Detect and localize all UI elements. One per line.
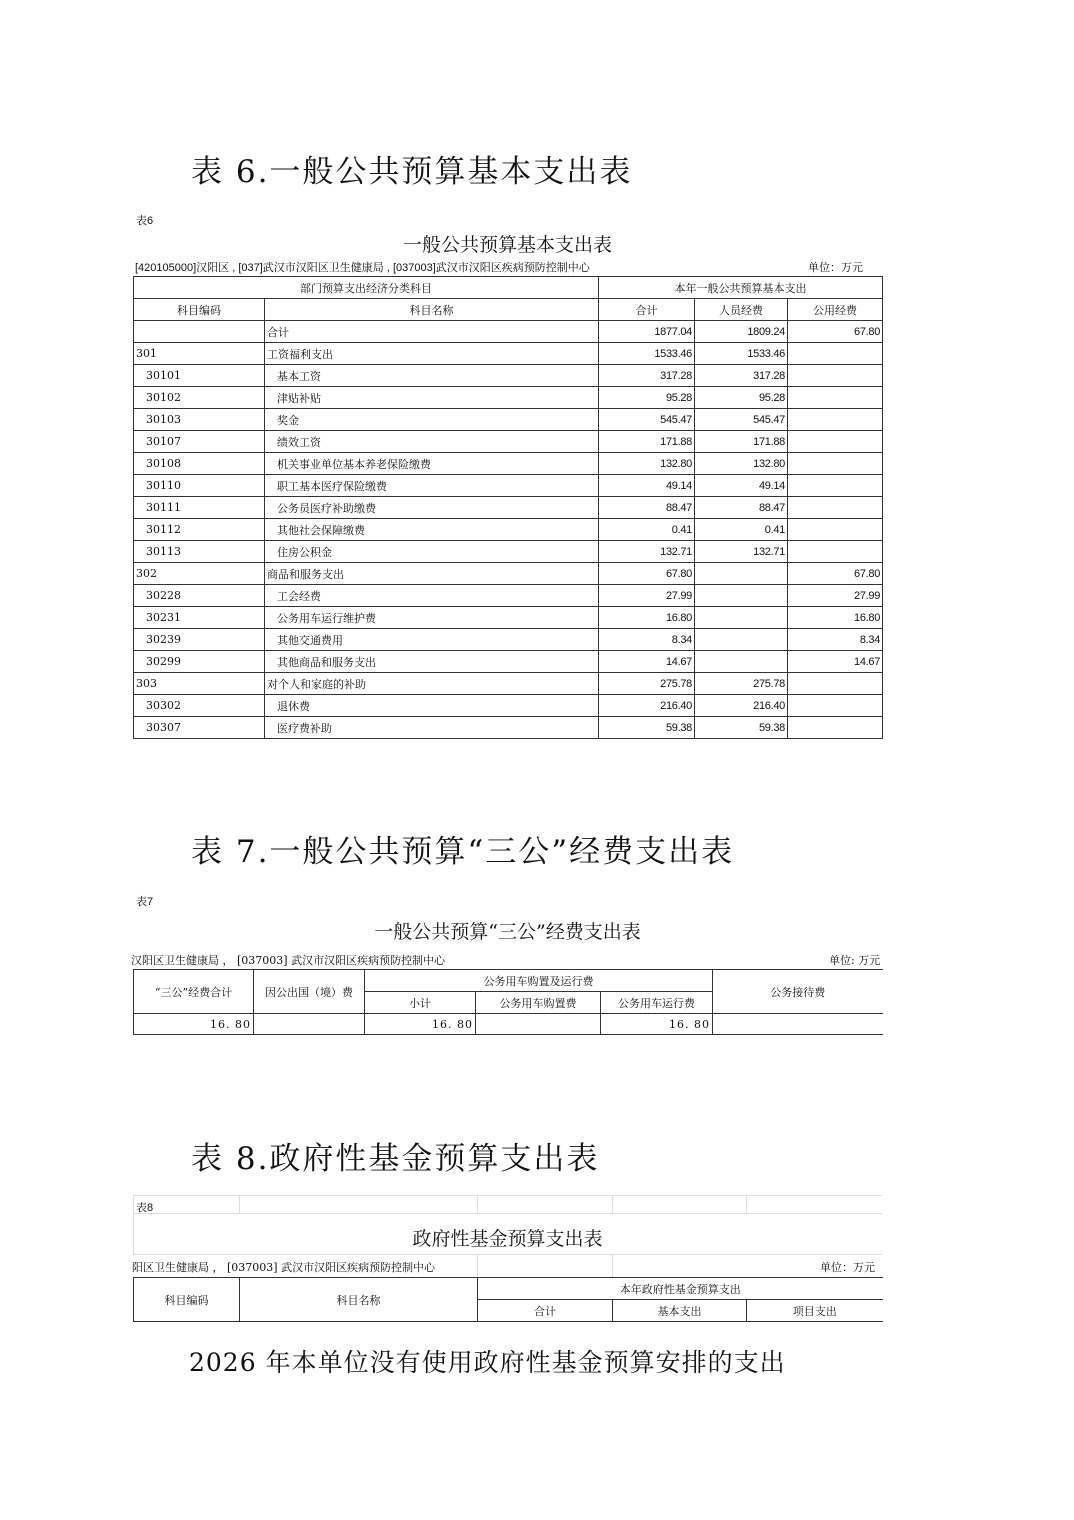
table6-public-cell — [788, 365, 883, 387]
section6-table-number: 表6 — [136, 215, 154, 227]
table6-public-cell — [788, 717, 883, 739]
table6-public-cell — [788, 497, 883, 519]
table7-purchase-header: 公务用车购置费 — [476, 992, 601, 1014]
table6-code-cell: 30111 — [134, 497, 265, 519]
table6-name-cell: 绩效工资 — [265, 431, 599, 453]
table6-code-cell: 30112 — [134, 519, 265, 541]
table6-name-cell: 公务用车运行维护费 — [265, 607, 599, 629]
table8-grid-v4 — [746, 1195, 747, 1213]
table8-basic-header: 基本支出 — [613, 1300, 747, 1322]
table6-public-cell — [788, 695, 883, 717]
section7-table-number: 表7 — [136, 896, 154, 908]
table6-personnel-cell: 317.28 — [695, 365, 788, 387]
table6-total-cell: 275.78 — [599, 673, 695, 695]
table8 — [133, 1277, 883, 1322]
table7-subtotal-header: 小计 — [365, 992, 476, 1014]
table6-code-cell: 30231 — [134, 607, 265, 629]
table6-code-cell: 30110 — [134, 475, 265, 497]
table7 — [133, 969, 883, 1035]
table6-personnel-cell: 1809.24 — [695, 321, 788, 343]
section8-table-title: 政府性基金预算支出表 — [412, 1228, 603, 1250]
table6-name-cell: 津贴补贴 — [265, 387, 599, 409]
table6-total-cell: 1533.46 — [599, 343, 695, 365]
table6-code-cell: 30102 — [134, 387, 265, 409]
table6-name-cell: 其他交通费用 — [265, 629, 599, 651]
table6-public-cell — [788, 453, 883, 475]
table6-code-cell: 30302 — [134, 695, 265, 717]
table8-grid-line-2 — [133, 1213, 882, 1214]
table6-row — [134, 717, 883, 739]
table6 — [133, 276, 883, 739]
table8-name-header: 科目名称 — [240, 1278, 478, 1322]
table6-personnel-cell: 88.47 — [695, 497, 788, 519]
table7-operation-value: 16. 80 — [601, 1014, 713, 1035]
table6-public-cell — [788, 673, 883, 695]
section6-unit: 单位：万元 — [808, 261, 863, 274]
section7-unit: 单位: 万元 — [829, 954, 881, 967]
table6-group-left-header: 部门预算支出经济分类科目 — [134, 277, 599, 299]
table6-row — [134, 541, 883, 563]
section8-org-line: 阳区卫生健康局 ， [037003] 武汉市汉阳区疾病预防控制中心 — [132, 1261, 436, 1274]
table6-name-cell: 其他商品和服务支出 — [265, 651, 599, 673]
table6-column-header-row — [134, 299, 883, 321]
table6-code-cell: 302 — [134, 563, 265, 585]
table6-code-cell: 30299 — [134, 651, 265, 673]
table6-name-cell: 职工基本医疗保险缴费 — [265, 475, 599, 497]
table7-header-row-1 — [134, 970, 883, 992]
table6-name-cell: 工资福利支出 — [265, 343, 599, 365]
table6-personnel-cell: 275.78 — [695, 673, 788, 695]
table6-personnel-cell — [695, 607, 788, 629]
table6-name-header: 科目名称 — [265, 299, 599, 321]
table6-public-cell — [788, 541, 883, 563]
table6-row — [134, 497, 883, 519]
table6-personnel-cell: 1533.46 — [695, 343, 788, 365]
table6-name-cell: 机关事业单位基本养老保险缴费 — [265, 453, 599, 475]
table6-name-cell: 商品和服务支出 — [265, 563, 599, 585]
table6-name-cell: 工会经费 — [265, 585, 599, 607]
table6-personnel-cell: 59.38 — [695, 717, 788, 739]
table6-row — [134, 629, 883, 651]
table6-total-cell: 8.34 — [599, 629, 695, 651]
table6-row — [134, 475, 883, 497]
table6-code-header: 科目编码 — [134, 299, 265, 321]
table6-row — [134, 343, 883, 365]
table6-row — [134, 651, 883, 673]
table6-public-cell: 14.67 — [788, 651, 883, 673]
table6-public-cell — [788, 343, 883, 365]
section8-unit: 单位：万元 — [820, 1261, 875, 1274]
table6-total-cell: 0.41 — [599, 519, 695, 541]
table6-public-cell: 67.80 — [788, 563, 883, 585]
table6-row — [134, 563, 883, 585]
table6-public-cell — [788, 387, 883, 409]
table8-group-header: 本年政府性基金预算支出 — [478, 1278, 883, 1300]
table6-public-cell: 67.80 — [788, 321, 883, 343]
table6-name-cell: 基本工资 — [265, 365, 599, 387]
table6-public-cell — [788, 519, 883, 541]
table6-public-cell — [788, 475, 883, 497]
section8-note: 2026 年本单位没有使用政府性基金预算安排的支出 — [189, 1348, 786, 1377]
table6-name-cell: 对个人和家庭的补助 — [265, 673, 599, 695]
table6-code-cell: 30228 — [134, 585, 265, 607]
table6-total-cell: 545.47 — [599, 409, 695, 431]
table7-reception-value — [713, 1014, 883, 1035]
table6-row — [134, 365, 883, 387]
table6-personnel-cell: 171.88 — [695, 431, 788, 453]
table8-total-header: 合计 — [478, 1300, 613, 1322]
table6-total-cell: 59.38 — [599, 717, 695, 739]
table6-code-cell: 30101 — [134, 365, 265, 387]
table8-grid-v6 — [612, 1254, 613, 1278]
table6-row — [134, 695, 883, 717]
table6-personnel-cell: 0.41 — [695, 519, 788, 541]
table6-name-cell: 公务员医疗补助缴费 — [265, 497, 599, 519]
table8-grid-v3 — [612, 1195, 613, 1213]
table6-total-cell: 317.28 — [599, 365, 695, 387]
table6-personnel-cell — [695, 629, 788, 651]
table6-row — [134, 387, 883, 409]
table6-personnel-cell: 95.28 — [695, 387, 788, 409]
table6-code-cell — [134, 321, 265, 343]
table6-total-cell: 216.40 — [599, 695, 695, 717]
table6-total-cell: 88.47 — [599, 497, 695, 519]
table8-grid-v1 — [239, 1195, 240, 1213]
table6-personnel-cell — [695, 585, 788, 607]
table6-code-cell: 30103 — [134, 409, 265, 431]
table8-grid-v2 — [477, 1195, 478, 1213]
section7-org-line: 汉阳区卫生健康局 ， [037003] 武汉市汉阳区疾病预防控制中心 — [131, 954, 446, 967]
table8-grid-line-top — [133, 1195, 882, 1196]
table7-total-value: 16. 80 — [134, 1014, 254, 1035]
table6-total-cell: 171.88 — [599, 431, 695, 453]
table8-grid-v5 — [477, 1254, 478, 1278]
section8-heading: 表 8.政府性基金预算支出表 — [191, 1141, 600, 1177]
table6-code-cell: 30107 — [134, 431, 265, 453]
table6-public-header: 公用经费 — [788, 299, 883, 321]
table6-row — [134, 409, 883, 431]
table7-purchase-value — [476, 1014, 601, 1035]
table6-total-cell: 49.14 — [599, 475, 695, 497]
table6-public-cell — [788, 409, 883, 431]
table6-total-header: 合计 — [599, 299, 695, 321]
table6-total-cell: 132.80 — [599, 453, 695, 475]
table6-public-cell: 8.34 — [788, 629, 883, 651]
table6-row — [134, 673, 883, 695]
table7-subtotal-value: 16. 80 — [365, 1014, 476, 1035]
table6-public-cell: 27.99 — [788, 585, 883, 607]
table6-personnel-cell: 132.71 — [695, 541, 788, 563]
table6-code-cell: 30239 — [134, 629, 265, 651]
table6-row — [134, 607, 883, 629]
section7-table-title: 一般公共预算“三公”经费支出表 — [374, 921, 641, 943]
table6-total-cell: 16.80 — [599, 607, 695, 629]
table7-data-row — [134, 1014, 883, 1035]
table8-header-row-1 — [134, 1278, 883, 1300]
table6-personnel-cell: 545.47 — [695, 409, 788, 431]
table6-personnel-cell — [695, 651, 788, 673]
table6-personnel-header: 人员经费 — [695, 299, 788, 321]
table7-operation-header: 公务用车运行费 — [601, 992, 713, 1014]
table6-code-cell: 30307 — [134, 717, 265, 739]
table6-name-cell: 合计 — [265, 321, 599, 343]
section6-org-line: [420105000]汉阳区 , [037]武汉市汉阳区卫生健康局 , [037003]武汉市汉阳区疾病预防控制中心 — [135, 262, 590, 274]
table6-code-cell: 30108 — [134, 453, 265, 475]
table6-row — [134, 519, 883, 541]
table6-group-right-header: 本年一般公共预算基本支出 — [599, 277, 883, 299]
table6-row — [134, 585, 883, 607]
table6-row — [134, 431, 883, 453]
table6-total-cell: 1877.04 — [599, 321, 695, 343]
table6-name-cell: 退休费 — [265, 695, 599, 717]
table6-group-header-row — [134, 277, 883, 299]
table6-code-cell: 301 — [134, 343, 265, 365]
section7-heading: 表 7.一般公共预算“三公”经费支出表 — [191, 834, 735, 870]
section6-table-title: 一般公共预算基本支出表 — [402, 234, 612, 256]
table7-abroad-header: 因公出国（境）费 — [254, 970, 365, 1014]
table6-total-cell: 132.71 — [599, 541, 695, 563]
table6-personnel-cell — [695, 563, 788, 585]
table6-total-cell: 27.99 — [599, 585, 695, 607]
section6-heading: 表 6.一般公共预算基本支出表 — [191, 154, 633, 190]
table6-total-cell: 14.67 — [599, 651, 695, 673]
table6-personnel-cell: 216.40 — [695, 695, 788, 717]
table6-personnel-cell: 132.80 — [695, 453, 788, 475]
table7-total-header: “三公”经费合计 — [134, 970, 254, 1014]
table6-public-cell — [788, 431, 883, 453]
table7-abroad-value — [254, 1014, 365, 1035]
table6-body — [134, 321, 883, 739]
table8-grid-line-3 — [133, 1254, 882, 1255]
section8-table-number: 表8 — [136, 1202, 154, 1214]
table6-row — [134, 321, 883, 343]
table8-code-header: 科目编码 — [134, 1278, 240, 1322]
table6-code-cell: 30113 — [134, 541, 265, 563]
table6-public-cell: 16.80 — [788, 607, 883, 629]
table6-total-cell: 67.80 — [599, 563, 695, 585]
table6-code-cell: 303 — [134, 673, 265, 695]
table7-reception-header: 公务接待费 — [713, 970, 883, 1014]
table6-name-cell: 医疗费补助 — [265, 717, 599, 739]
table6-name-cell: 其他社会保障缴费 — [265, 519, 599, 541]
table6-total-cell: 95.28 — [599, 387, 695, 409]
table6-name-cell: 奖金 — [265, 409, 599, 431]
table6-name-cell: 住房公积金 — [265, 541, 599, 563]
table6-personnel-cell: 49.14 — [695, 475, 788, 497]
table8-project-header: 项目支出 — [747, 1300, 883, 1322]
table6-row — [134, 453, 883, 475]
table7-vehicle-group-header: 公务用车购置及运行费 — [365, 970, 713, 992]
